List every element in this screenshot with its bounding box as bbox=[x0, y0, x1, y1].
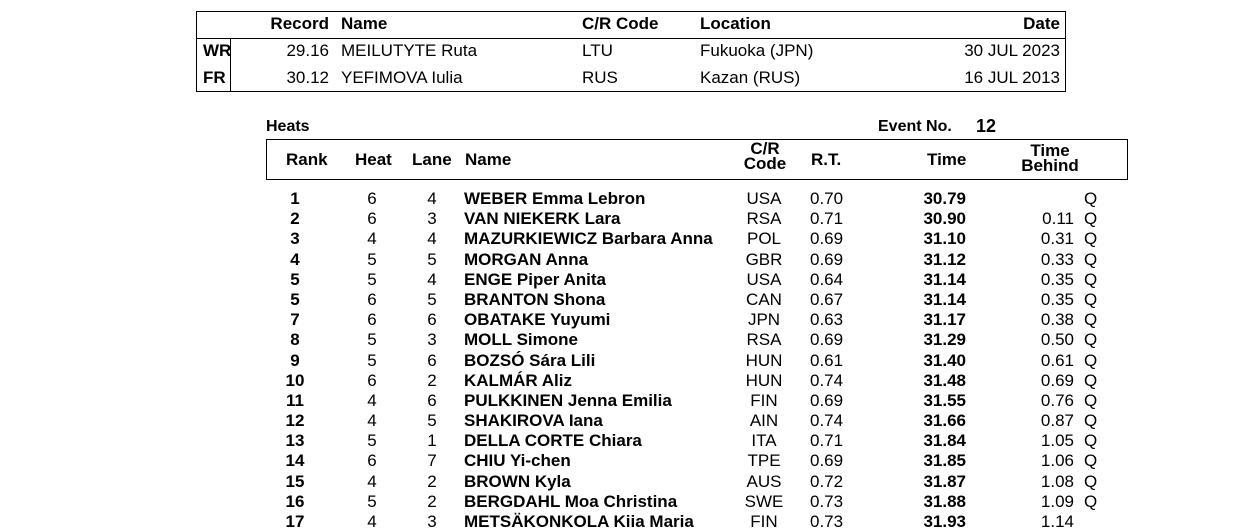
result-time-behind: 1.08 bbox=[1040, 471, 1074, 491]
result-reaction-time: 0.67 bbox=[810, 289, 844, 309]
result-qualifier: Q bbox=[1084, 350, 1098, 370]
result-time: 31.55 bbox=[923, 390, 966, 410]
result-reaction-time: 0.69 bbox=[810, 330, 844, 350]
reaction-time-header: R.T. bbox=[811, 150, 842, 169]
result-lane: 4 bbox=[427, 229, 437, 249]
result-reaction-time: 0.63 bbox=[810, 310, 844, 330]
result-reaction-time: 0.69 bbox=[810, 229, 844, 249]
location-header: Location bbox=[700, 14, 771, 33]
result-reaction-time: 0.61 bbox=[810, 350, 844, 370]
time-behind-header-line2: Behind bbox=[1021, 156, 1079, 175]
record-row bbox=[197, 66, 1065, 92]
result-time-behind: 0.76 bbox=[1040, 390, 1074, 410]
result-country: HUN bbox=[745, 370, 783, 390]
result-time-behind: 0.69 bbox=[1040, 370, 1074, 390]
records-header bbox=[197, 12, 1065, 39]
result-rank: 7 bbox=[290, 310, 300, 330]
result-reaction-time: 0.73 bbox=[810, 512, 844, 531]
result-name: VAN NIEKERK Lara bbox=[464, 209, 621, 229]
result-country: USA bbox=[746, 189, 782, 208]
result-qualifier: Q bbox=[1084, 310, 1098, 330]
result-qualifier: Q bbox=[1084, 431, 1098, 451]
cr-code-header bbox=[741, 141, 789, 171]
result-time-behind: 0.11 bbox=[1042, 209, 1074, 229]
result-qualifier: Q bbox=[1084, 390, 1098, 410]
result-time-behind: 1.14 bbox=[1040, 512, 1074, 531]
result-time-behind: 0.33 bbox=[1040, 249, 1074, 269]
result-qualifier: Q bbox=[1084, 229, 1098, 249]
name-header: Name bbox=[465, 150, 512, 169]
result-heat: 5 bbox=[367, 330, 377, 350]
record-location: Kazan (RUS) bbox=[700, 68, 801, 87]
phase-title: Heats bbox=[266, 118, 310, 135]
result-country: FIN bbox=[750, 512, 778, 531]
result-name: METSÄKONKOLA Kiia Maria bbox=[464, 512, 694, 531]
result-qualifier: Q bbox=[1084, 491, 1098, 511]
result-country: JPN bbox=[747, 310, 781, 330]
result-time-behind: 0.38 bbox=[1040, 310, 1074, 330]
result-reaction-time: 0.71 bbox=[810, 431, 844, 451]
result-lane: 3 bbox=[427, 330, 437, 350]
record-holder: MEILUTYTE Ruta bbox=[341, 41, 478, 60]
result-reaction-time: 0.70 bbox=[810, 189, 844, 208]
result-name: CHIU Yi-chen bbox=[464, 451, 571, 471]
result-qualifier: Q bbox=[1084, 269, 1098, 289]
record-time: 29.16 bbox=[286, 41, 329, 60]
result-name: MOLL Simone bbox=[464, 330, 578, 350]
result-time-behind: 1.06 bbox=[1040, 451, 1074, 471]
record-time: 30.12 bbox=[286, 68, 329, 87]
result-lane: 6 bbox=[427, 390, 437, 410]
result-heat: 6 bbox=[367, 451, 377, 471]
result-name: KALMÁR Aliz bbox=[464, 370, 572, 390]
result-row bbox=[0, 492, 1260, 512]
result-lane: 5 bbox=[427, 411, 437, 431]
result-country: RSA bbox=[746, 209, 782, 229]
result-time: 31.17 bbox=[923, 310, 966, 330]
result-time: 31.14 bbox=[923, 269, 966, 289]
result-lane: 2 bbox=[427, 471, 437, 491]
result-time-behind: 0.31 bbox=[1040, 229, 1074, 249]
result-name: MORGAN Anna bbox=[464, 249, 589, 269]
records-table bbox=[196, 11, 1066, 92]
result-time: 31.88 bbox=[923, 491, 966, 511]
result-row bbox=[0, 391, 1260, 411]
result-heat: 6 bbox=[367, 209, 377, 229]
results-list bbox=[0, 189, 1260, 532]
result-rank: 17 bbox=[285, 512, 305, 531]
result-name: OBATAKE Yuyumi bbox=[464, 310, 611, 330]
result-rank: 15 bbox=[285, 471, 305, 491]
result-lane: 3 bbox=[427, 512, 437, 531]
result-country: AUS bbox=[746, 471, 782, 491]
result-country: SWE bbox=[744, 491, 784, 511]
result-lane: 2 bbox=[427, 491, 437, 511]
result-heat: 4 bbox=[367, 512, 377, 531]
record-country: RUS bbox=[582, 68, 618, 87]
result-row bbox=[0, 310, 1260, 330]
result-time-behind: 0.50 bbox=[1040, 330, 1074, 350]
result-name: SHAKIROVA Iana bbox=[464, 411, 603, 431]
result-time-behind: 1.05 bbox=[1040, 431, 1074, 451]
result-reaction-time: 0.72 bbox=[810, 471, 844, 491]
result-heat: 5 bbox=[367, 350, 377, 370]
result-country: ITA bbox=[751, 431, 777, 451]
result-name: BERGDAHL Moa Christina bbox=[464, 491, 678, 511]
result-time: 31.10 bbox=[923, 229, 966, 249]
result-time: 31.85 bbox=[923, 451, 966, 471]
result-qualifier: Q bbox=[1084, 451, 1098, 471]
result-lane: 4 bbox=[427, 189, 437, 208]
result-reaction-time: 0.69 bbox=[810, 451, 844, 471]
result-row bbox=[0, 330, 1260, 350]
result-name: BRANTON Shona bbox=[464, 289, 606, 309]
result-lane: 6 bbox=[427, 350, 437, 370]
record-header: Record bbox=[270, 14, 329, 33]
name-header: Name bbox=[341, 14, 388, 33]
result-time: 30.79 bbox=[923, 189, 966, 208]
result-qualifier: Q bbox=[1084, 209, 1098, 229]
result-lane: 2 bbox=[427, 370, 437, 390]
result-row bbox=[0, 451, 1260, 471]
result-qualifier: Q bbox=[1084, 370, 1098, 390]
time-header: Time bbox=[927, 150, 967, 169]
record-location: Fukuoka (JPN) bbox=[700, 41, 814, 60]
result-name: WEBER Emma Lebron bbox=[464, 189, 646, 208]
result-country: HUN bbox=[745, 350, 783, 370]
time-behind-header bbox=[1015, 143, 1085, 173]
result-lane: 3 bbox=[427, 209, 437, 229]
result-reaction-time: 0.69 bbox=[810, 390, 844, 410]
result-time: 31.40 bbox=[923, 350, 966, 370]
result-time-behind: 1.09 bbox=[1040, 491, 1074, 511]
result-rank: 1 bbox=[290, 189, 300, 208]
result-lane: 5 bbox=[427, 249, 437, 269]
result-row bbox=[0, 411, 1260, 431]
cr-code-header: C/R Code bbox=[582, 14, 659, 33]
result-country: GBR bbox=[745, 249, 783, 269]
result-rank: 10 bbox=[285, 370, 305, 390]
result-row bbox=[0, 472, 1260, 492]
result-name: PULKKINEN Jenna Emilia bbox=[464, 390, 672, 410]
heat-header: Heat bbox=[355, 150, 392, 169]
result-heat: 6 bbox=[367, 289, 377, 309]
result-heat: 6 bbox=[367, 310, 377, 330]
result-qualifier: Q bbox=[1084, 411, 1098, 431]
result-country: FIN bbox=[750, 390, 778, 410]
result-qualifier: Q bbox=[1084, 249, 1098, 269]
result-country: AIN bbox=[749, 411, 779, 431]
result-rank: 2 bbox=[290, 209, 300, 229]
result-time-behind: 0.35 bbox=[1040, 289, 1074, 309]
result-time: 31.14 bbox=[923, 289, 966, 309]
result-country: CAN bbox=[746, 289, 782, 309]
result-lane: 7 bbox=[427, 451, 437, 471]
result-name: BROWN Kyla bbox=[464, 471, 571, 491]
result-time: 31.93 bbox=[923, 512, 966, 531]
result-rank: 3 bbox=[290, 229, 300, 249]
result-time: 31.12 bbox=[923, 249, 966, 269]
event-label: Event No. bbox=[878, 118, 952, 135]
result-heat: 5 bbox=[367, 269, 377, 289]
result-reaction-time: 0.73 bbox=[810, 491, 844, 511]
result-reaction-time: 0.69 bbox=[810, 249, 844, 269]
record-code: FR bbox=[203, 68, 226, 87]
result-rank: 5 bbox=[290, 269, 300, 289]
result-heat: 4 bbox=[367, 471, 377, 491]
result-qualifier: Q bbox=[1084, 330, 1098, 350]
result-qualifier: Q bbox=[1084, 289, 1098, 309]
result-name: ENGE Piper Anita bbox=[464, 269, 607, 289]
result-time-behind: 0.35 bbox=[1040, 269, 1074, 289]
result-name: DELLA CORTE Chiara bbox=[464, 431, 642, 451]
result-row bbox=[0, 371, 1260, 391]
result-reaction-time: 0.64 bbox=[810, 269, 844, 289]
result-time-behind: 0.61 bbox=[1040, 350, 1074, 370]
date-header: Date bbox=[1023, 14, 1060, 33]
result-row bbox=[0, 270, 1260, 290]
result-row bbox=[0, 250, 1260, 270]
event-number: 12 bbox=[976, 116, 997, 136]
result-lane: 6 bbox=[427, 310, 437, 330]
result-time: 31.29 bbox=[923, 330, 966, 350]
result-country: USA bbox=[746, 269, 782, 289]
record-code: WR bbox=[203, 41, 232, 60]
result-reaction-time: 0.74 bbox=[810, 370, 844, 390]
result-row bbox=[0, 290, 1260, 310]
result-country: POL bbox=[746, 229, 782, 249]
result-rank: 16 bbox=[285, 491, 305, 511]
record-row bbox=[197, 39, 1065, 65]
result-rank: 14 bbox=[285, 451, 305, 471]
result-time: 31.87 bbox=[923, 471, 966, 491]
result-time: 31.66 bbox=[923, 411, 966, 431]
result-heat: 4 bbox=[367, 229, 377, 249]
result-row bbox=[0, 209, 1260, 229]
result-heat: 4 bbox=[367, 390, 377, 410]
result-reaction-time: 0.74 bbox=[810, 411, 844, 431]
result-time: 31.84 bbox=[923, 431, 966, 451]
result-time: 31.48 bbox=[923, 370, 966, 390]
results-column-header bbox=[266, 139, 1128, 180]
result-row bbox=[0, 431, 1260, 451]
cr-code-header-line1: C/R bbox=[750, 139, 780, 158]
result-name: MAZURKIEWICZ Barbara Anna bbox=[464, 229, 713, 249]
result-rank: 4 bbox=[290, 249, 300, 269]
result-rank: 11 bbox=[286, 390, 304, 410]
result-lane: 1 bbox=[427, 431, 437, 451]
result-heat: 5 bbox=[367, 491, 377, 511]
result-time-behind: 0.87 bbox=[1040, 411, 1074, 431]
result-heat: 5 bbox=[367, 431, 377, 451]
result-heat: 4 bbox=[367, 411, 377, 431]
result-reaction-time: 0.71 bbox=[810, 209, 844, 229]
result-heat: 6 bbox=[367, 370, 377, 390]
result-qualifier: Q bbox=[1084, 189, 1098, 208]
result-rank: 12 bbox=[285, 411, 305, 431]
record-date: 30 JUL 2023 bbox=[964, 41, 1060, 60]
cr-code-header-line2: Code bbox=[743, 154, 787, 173]
result-qualifier: Q bbox=[1084, 471, 1098, 491]
record-date: 16 JUL 2013 bbox=[964, 68, 1060, 87]
record-country: LTU bbox=[582, 41, 613, 60]
result-heat: 5 bbox=[367, 249, 377, 269]
result-row bbox=[0, 512, 1260, 532]
result-lane: 4 bbox=[427, 269, 437, 289]
result-time: 30.90 bbox=[923, 209, 966, 229]
result-country: RSA bbox=[746, 330, 782, 350]
result-heat: 6 bbox=[367, 189, 377, 208]
result-country: TPE bbox=[747, 451, 781, 471]
result-lane: 5 bbox=[427, 289, 437, 309]
result-row bbox=[0, 189, 1260, 209]
result-row bbox=[0, 351, 1260, 371]
result-name: BOZSÓ Sára Lili bbox=[464, 350, 596, 370]
rank-header: Rank bbox=[286, 150, 328, 169]
result-rank: 5 bbox=[290, 289, 300, 309]
result-rank: 8 bbox=[290, 330, 300, 350]
result-rank: 13 bbox=[285, 431, 305, 451]
lane-header: Lane bbox=[412, 150, 452, 169]
record-holder: YEFIMOVA Iulia bbox=[341, 68, 463, 87]
result-row bbox=[0, 229, 1260, 249]
result-rank: 9 bbox=[290, 350, 300, 370]
time-behind-header-line1: Time bbox=[1030, 141, 1070, 160]
